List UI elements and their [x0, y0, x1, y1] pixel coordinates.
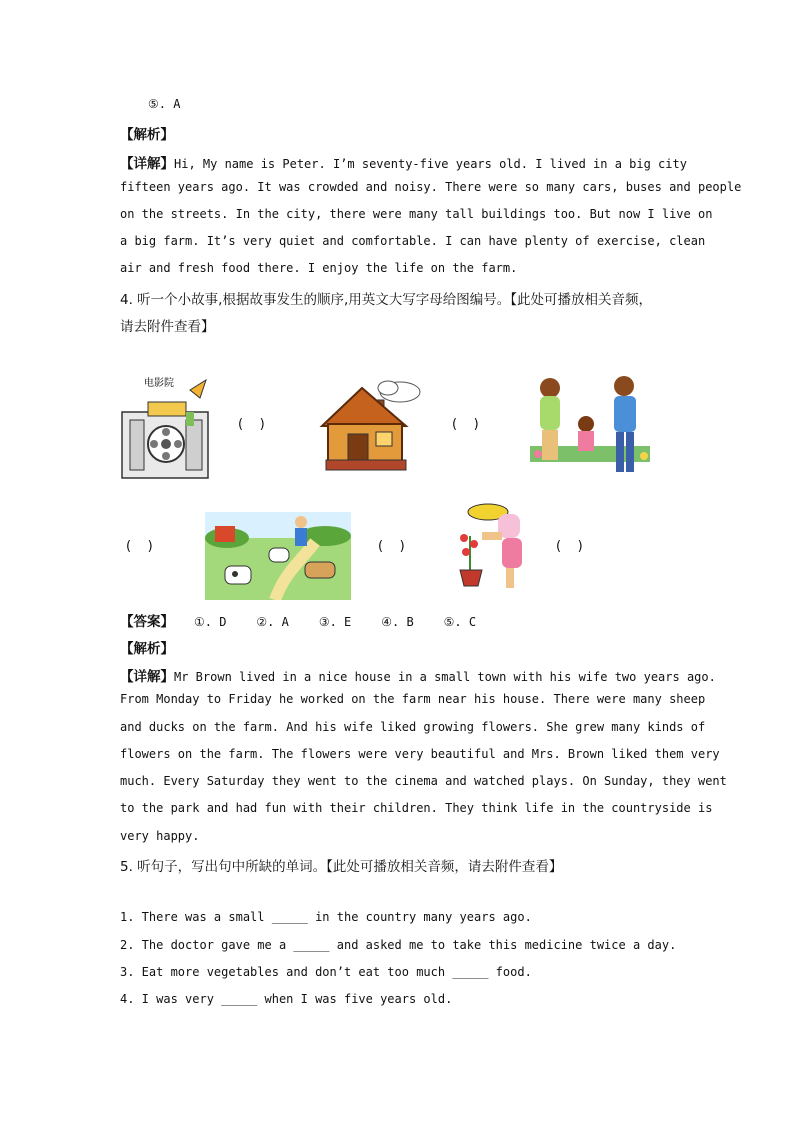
- passage-line: From Monday to Friday he worked on the farm near his house. There were many sheep: [120, 692, 706, 706]
- answer-item: ④. B: [381, 615, 414, 629]
- passage-line: a big farm. It’s very quiet and comfortable. I can have plenty of exercise, clean: [120, 234, 706, 248]
- cinema-picture: [120, 372, 212, 482]
- gardening-picture: [456, 500, 538, 592]
- farm-picture: [205, 512, 351, 600]
- detail-label: 【详解】: [120, 156, 174, 172]
- fill-blank-sentence: 3. Eat more vegetables and don’t eat too much _____ food.: [120, 965, 532, 979]
- cinema-sign: 电影院: [144, 378, 174, 389]
- passage-line: on the streets. In the city, there were many tall buildings too. But now I live on: [120, 207, 713, 221]
- passage-line: fifteen years ago. It was crowded and noisy. There were so many cars, buses and people: [120, 180, 742, 194]
- analysis-label: 【解析】: [120, 641, 174, 657]
- passage-line: to the park and had fun with their children. They think life in the countryside is: [120, 801, 713, 815]
- passage-line: 【详解】Mr Brown lived in a nice house in a small town with his wife two years ago.: [120, 669, 716, 685]
- answer-label: 【答案】: [120, 614, 174, 630]
- answer-blank[interactable]: ( ): [238, 417, 265, 432]
- answer-blank[interactable]: ( ): [378, 539, 405, 554]
- passage-line: much. Every Saturday they went to the cinema and watched plays. On Sunday, they went: [120, 774, 727, 788]
- fill-blank-sentence: 4. I was very _____ when I was five years old.: [120, 992, 453, 1006]
- family-park-picture: [530, 374, 650, 478]
- top-answer: ⑤. A: [148, 97, 181, 111]
- passage-line: air and fresh food there. I enjoy the life on the farm.: [120, 261, 518, 275]
- answer-item: ①. D: [193, 615, 227, 629]
- answer-blank[interactable]: ( ): [556, 539, 583, 554]
- house-picture: [318, 376, 424, 474]
- question-4-title: 4. 听一个小故事,根据故事发生的顺序,用英文大写字母给图编号。【此处可播放相关音频，: [120, 292, 653, 308]
- question-5-title: 5. 听句子，写出句中所缺的单词。【此处可播放相关音频，请去附件查看】: [120, 859, 563, 875]
- answer-item: ②. A: [256, 615, 289, 629]
- analysis-label: 【解析】: [120, 127, 174, 143]
- answer-item: ③. E: [318, 615, 352, 629]
- detail-label: 【详解】: [120, 669, 174, 685]
- answer-row: [120, 610, 476, 630]
- question-4-title-cont: 请去附件查看】: [120, 319, 215, 335]
- fill-blank-sentence: 1. There was a small _____ in the country many years ago.: [120, 910, 532, 924]
- answer-item: ⑤. C: [443, 615, 477, 629]
- passage-line: and ducks on the farm. And his wife liked growing flowers. She grew many kinds of: [120, 720, 706, 734]
- passage-line: flowers on the farm. The flowers were very beautiful and Mrs. Brown liked them very: [120, 747, 720, 761]
- answer-blank[interactable]: ( ): [126, 539, 153, 554]
- fill-blank-sentence: 2. The doctor gave me a _____ and asked me to take this medicine twice a day.: [120, 938, 677, 952]
- answer-blank[interactable]: ( ): [452, 417, 479, 432]
- passage-line: very happy.: [120, 829, 200, 843]
- passage-line: 【详解】Hi, My name is Peter. I’m seventy-five years old. I lived in a big city: [120, 156, 687, 172]
